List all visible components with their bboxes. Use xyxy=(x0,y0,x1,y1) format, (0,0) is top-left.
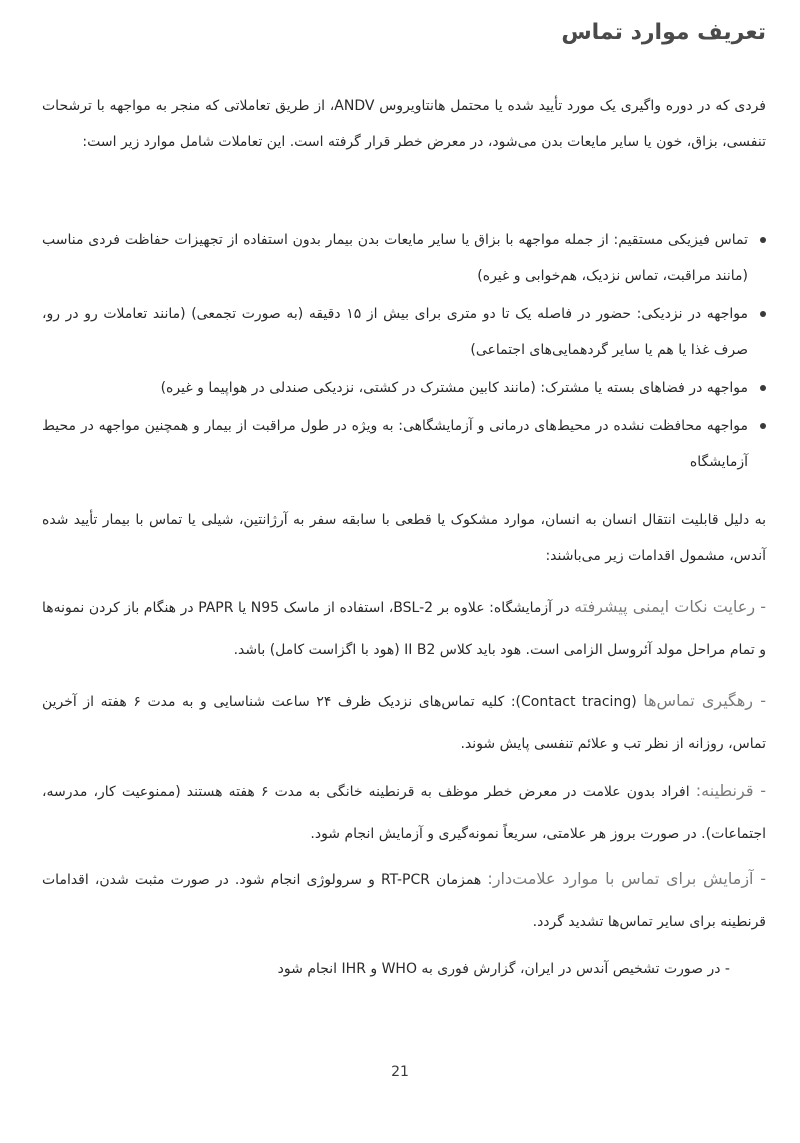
list-item xyxy=(42,296,766,368)
bullet-icon xyxy=(760,423,766,429)
measure-quarantine xyxy=(42,770,766,855)
list-item xyxy=(42,370,766,406)
measure-text: همزمان RT-PCR و سرولوژی انجام شود. در صورت مثبت شدن، اقدامات قرنطینه برای سایر تماس‌ها تشدید گردد. xyxy=(42,872,766,930)
bullet-icon xyxy=(760,237,766,243)
list-item xyxy=(42,222,766,294)
contact-types-list xyxy=(42,222,766,482)
measure-reporting xyxy=(42,948,730,990)
measure-lead: - رهگیری تماس‌ها xyxy=(643,691,766,710)
intro-paragraph: فردی که در دوره واگیری یک مورد تأیید شده یا محتمل هانتاویروس ANDV، از طریق تعاملاتی که منجر به مواجهه با ترشحات تنفسی، بزاق، خون یا سایر مایعات بدن می‌شود، در معرض خطر قرار گرفته است. این تعاملات شامل موارد زیر است: xyxy=(42,98,766,150)
measure-text: افراد بدون علامت در معرض خطر موظف به قرنطینه خانگی به مدت ۶ هفته هستند (ممنوعیت کار، مدرسه، اجتماعات). در صورت بروز هر علامتی، سریعاً نمونه‌گیری و آزمایش انجام شود. xyxy=(42,784,766,842)
measure-text: در آزمایشگاه: علاوه بر BSL-2، استفاده از ماسک N95 یا PAPR در هنگام باز کردن نمونه‌ها و تمام مراحل مولد آئروسل الزامی است. هود باید کلاس II B2 (هود با اگزاست کامل) باشد. xyxy=(42,600,766,658)
measure-text: - در صورت تشخیص آندس در ایران، گزارش فوری به WHO و IHR انجام شود xyxy=(277,961,730,977)
page-title: تعریف موارد تماس xyxy=(561,20,766,45)
list-item xyxy=(42,408,766,480)
list-item-text: مواجهه محافظت نشده در محیط‌های درمانی و آزمایشگاهی: به ویژه در طول مراقبت از بیمار و همچنین مواجهه در محیط آزمایشگاه xyxy=(42,418,748,470)
measure-lead: - آزمایش برای تماس با موارد علامت‌دار: xyxy=(487,869,767,888)
page-number: 21 xyxy=(391,1064,409,1080)
measure-text: (Contact tracing): کلیه تماس‌های نزدیک ظرف ۲۴ ساعت شناسایی و به مدت ۶ هفته از آخرین تماس، روزانه از نظر تب و علائم تنفسی پایش شوند. xyxy=(42,694,766,752)
measure-lab-safety xyxy=(42,586,766,671)
bullet-icon xyxy=(760,311,766,317)
list-item-text: تماس فیزیکی مستقیم: از جمله مواجهه با بزاق یا سایر مایعات بدن بیمار بدون استفاده از تجهیزات حفاظت فردی مناسب (مانند مراقبت، تماس نزدیک، هم‌خوابی و غیره) xyxy=(42,232,748,284)
list-item-text: مواجهه در فضاهای بسته یا مشترک: (مانند کابین مشترک در کشتی، نزدیکی صندلی در هواپیما و غیره) xyxy=(160,380,748,396)
bullet-icon xyxy=(760,385,766,391)
list-item-text: مواجهه در نزدیکی: حضور در فاصله یک تا دو متری برای بیش از ۱۵ دقیقه (به صورت تجمعی) (مانند تعاملات رو در رو، صرف غذا یا هم یا سایر گردهمایی‌های اجتماعی) xyxy=(42,306,748,358)
measure-contact-tracing xyxy=(42,680,766,765)
measure-testing xyxy=(42,858,766,943)
transmission-paragraph: به دلیل قابلیت انتقال انسان به انسان، موارد مشکوک یا قطعی با سابقه سفر به آرژانتین، شیلی یا تماس با بیمار تأیید شده آندس، مشمول اقدامات زیر می‌باشند: xyxy=(42,512,766,564)
measure-lead: - رعایت نکات ایمنی پیشرفته xyxy=(574,597,767,616)
measure-lead: - قرنطینه: xyxy=(695,781,767,800)
